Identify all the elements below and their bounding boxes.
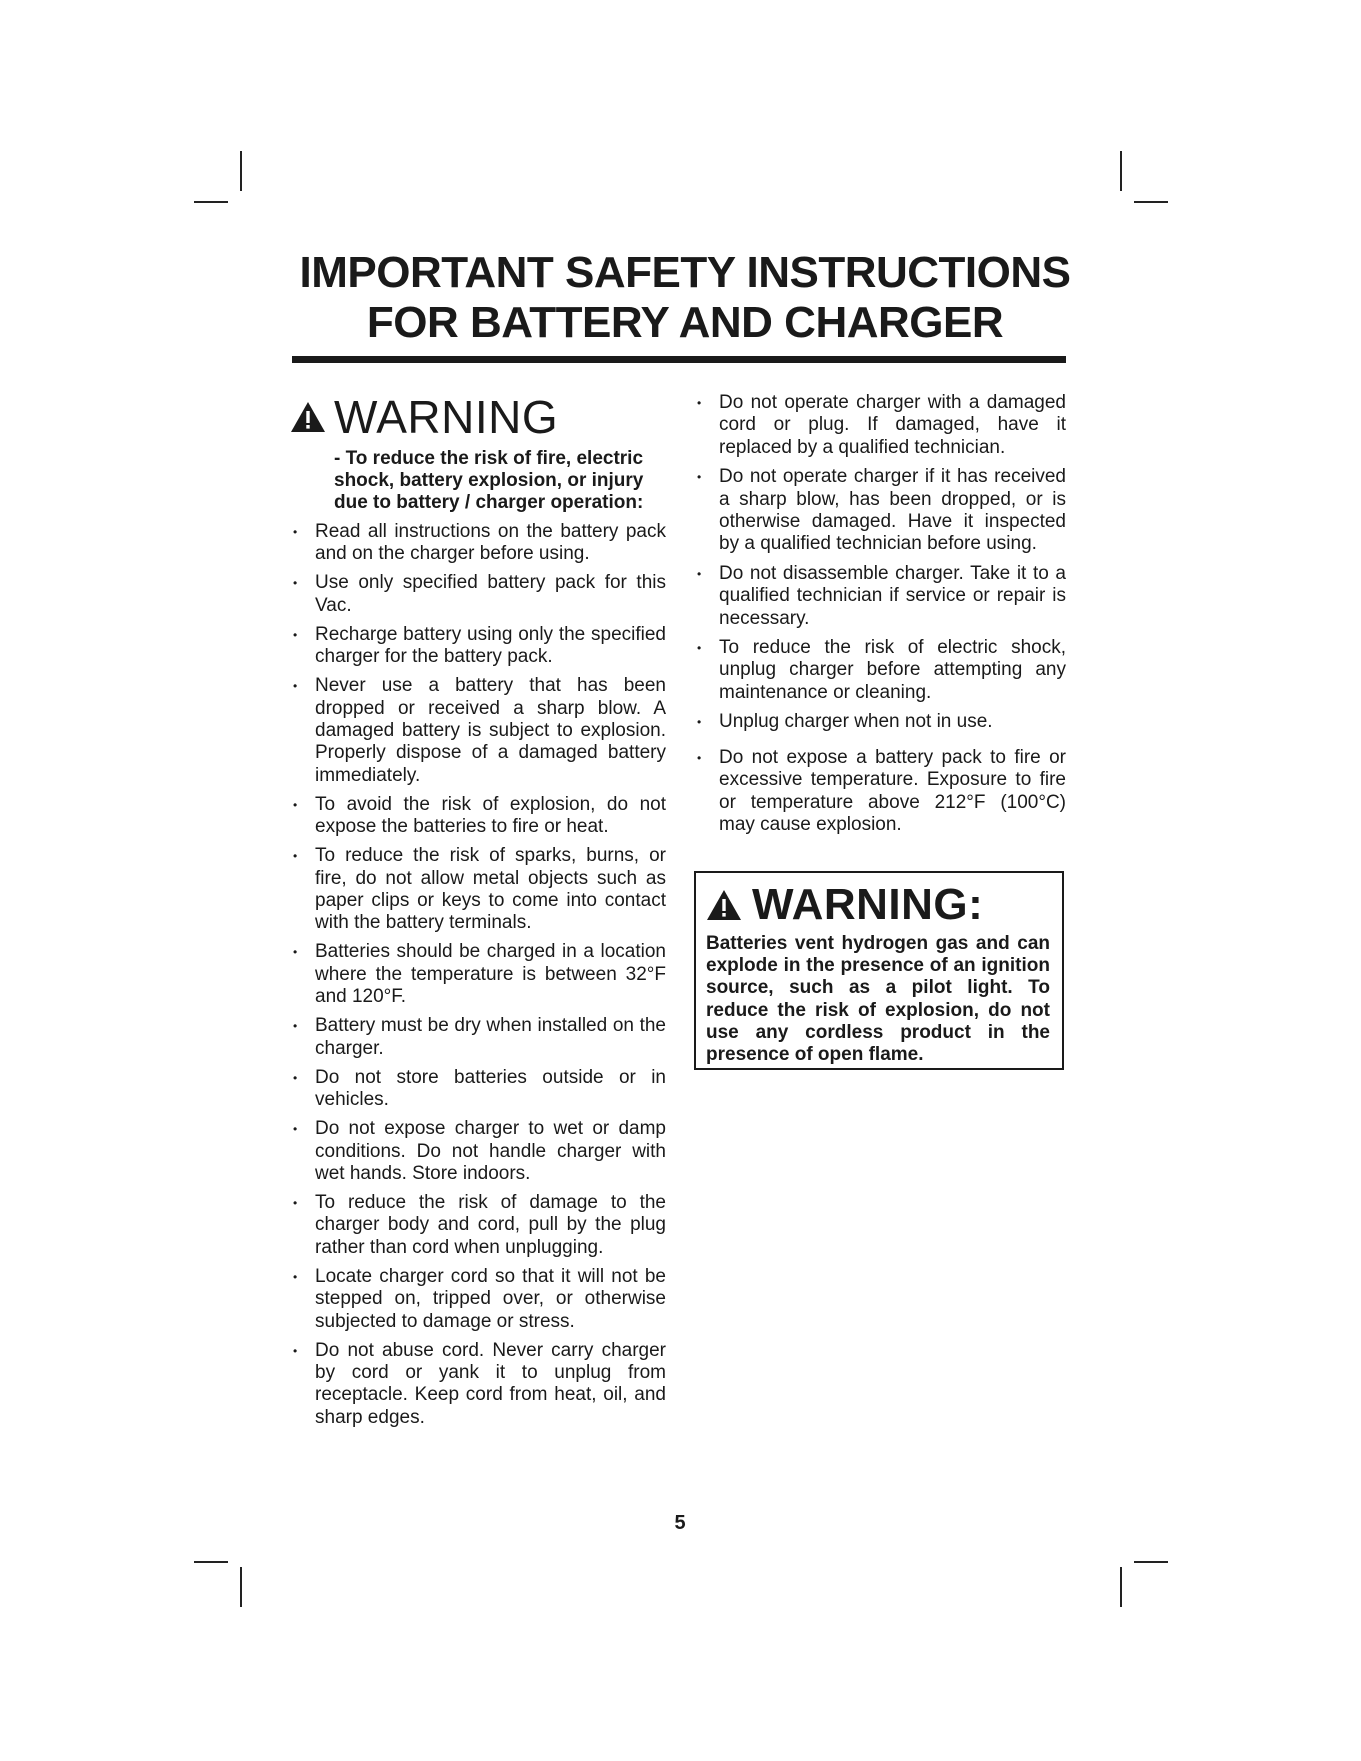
warning-box-word: WARNING: — [752, 880, 984, 929]
list-item: • Do not operate charger if it has received a sharp blow, has been dropped, or is otherwise damaged. Have it inspected by a qualified technician before using. — [694, 466, 1066, 556]
page-number: 5 — [674, 1512, 686, 1534]
list-item: • Do not expose charger to wet or damp conditions. Do not handle charger with wet hands. Store indoors. — [290, 1118, 666, 1185]
list-item: • To reduce the risk of damage to the charger body and cord, pull by the plug rather than cord when unplugging. — [290, 1192, 666, 1259]
crop-mark — [194, 201, 228, 203]
list-item: • Do not store batteries outside or in vehicles. — [290, 1067, 666, 1112]
title-line-2: FOR BATTERY AND CHARGER — [366, 298, 1004, 347]
left-bullet-list — [290, 521, 666, 1429]
warning-box-text: Batteries vent hydrogen gas and can explode in the presence of an ignition source, such as a pilot light. To reduce the risk of explosion, do not use any cordless product in the presence of open flame. — [706, 933, 1050, 1066]
title-line-1: IMPORTANT SAFETY INSTRUCTIONS — [299, 248, 1071, 297]
list-item: • To reduce the risk of electric shock, unplug charger before attempting any maintenance or cleaning. — [694, 637, 1066, 704]
list-item: • Use only specified battery pack for this Vac. — [290, 572, 666, 617]
page-title — [290, 248, 1080, 348]
list-item: • To avoid the risk of explosion, do not expose the batteries to fire or heat. — [290, 794, 666, 839]
title-rule — [292, 356, 1066, 363]
warning-box-heading — [706, 881, 1050, 929]
list-item: • Recharge battery using only the specified charger for the battery pack. — [290, 624, 666, 669]
list-item: • Batteries should be charged in a location where the temperature is between 32°F and 120°F. — [290, 941, 666, 1008]
list-item: • Battery must be dry when installed on the charger. — [290, 1015, 666, 1060]
right-bullet-list — [694, 392, 1066, 836]
list-item: • To reduce the risk of sparks, burns, or fire, do not allow metal objects such as paper clips or keys to come into contact with the battery terminals. — [290, 845, 666, 935]
crop-mark — [1134, 201, 1168, 203]
warning-box — [694, 871, 1064, 1070]
list-item: • Never use a battery that has been dropped or received a sharp blow. A damaged battery is subject to explosion. Properly dispose of a damaged battery immediately. — [290, 675, 666, 787]
crop-mark — [1120, 1567, 1122, 1607]
crop-mark — [1120, 151, 1122, 191]
crop-mark — [194, 1561, 228, 1563]
crop-mark — [1134, 1561, 1168, 1563]
list-item: • Read all instructions on the battery pack and on the charger before using. — [290, 521, 666, 566]
crop-mark — [240, 151, 242, 191]
left-column — [290, 392, 666, 1436]
list-item: • Do not abuse cord. Never carry charger by cord or yank it to unplug from receptacle. Keep cord from heat, oil, and sharp edges. — [290, 1340, 666, 1430]
warning-triangle-icon — [706, 889, 742, 921]
list-item: • Unplug charger when not in use. — [694, 711, 1066, 733]
list-item: • Locate charger cord so that it will not be stepped on, tripped over, or otherwise subjected to damage or stress. — [290, 1266, 666, 1333]
right-column — [694, 392, 1066, 843]
warning-triangle-icon — [290, 401, 326, 433]
list-item: • Do not disassemble charger. Take it to a qualified technician if service or repair is necessary. — [694, 563, 1066, 630]
list-item: • Do not operate charger with a damaged cord or plug. If damaged, have it replaced by a qualified technician. — [694, 392, 1066, 459]
warning-heading — [290, 392, 666, 442]
crop-mark — [240, 1567, 242, 1607]
warning-subheading: - To reduce the risk of fire, electric shock, battery explosion, or injury due to battery / charger operation: — [334, 448, 644, 513]
warning-word: WARNING — [334, 391, 559, 443]
list-item: • Do not expose a battery pack to fire or excessive temperature. Exposure to fire or temperature above 212°F (100°C) may cause explosion. — [694, 747, 1066, 837]
